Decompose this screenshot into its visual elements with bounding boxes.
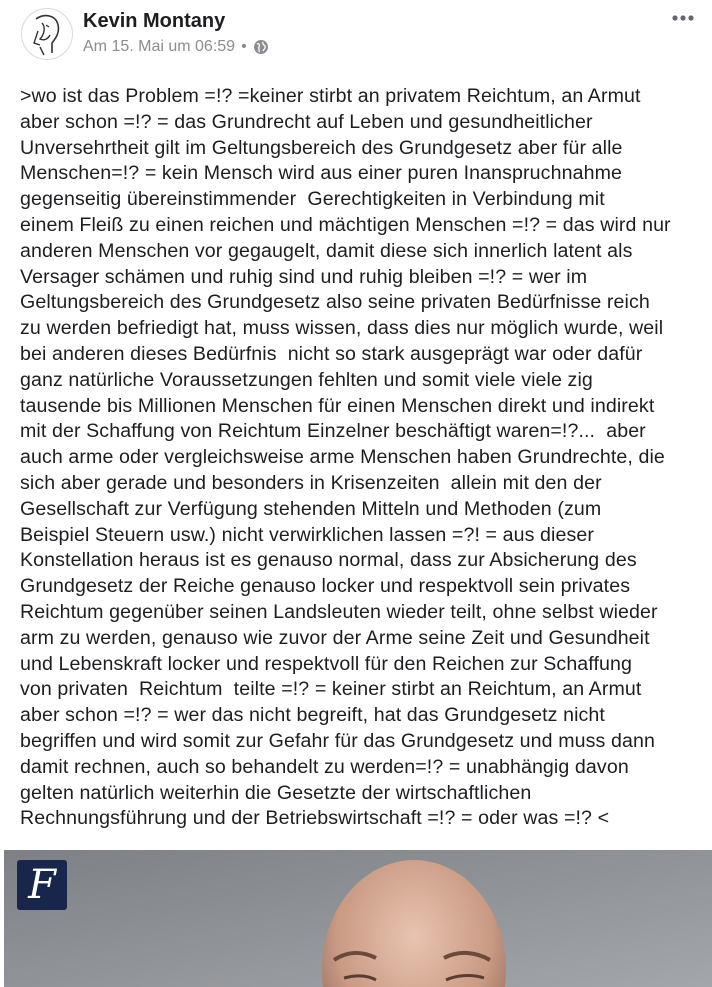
post-text-line: aber schon =!? = wer das nicht begreift, hat das Grundgesetz nicht xyxy=(20,704,605,727)
avatar[interactable] xyxy=(21,8,73,60)
post-text-line: einem Fleiß zu einen reichen und mächtigen Menschen =!? = das wird nur xyxy=(20,213,671,236)
post-text-line: mit der Schaffung von Reichtum Einzelner beschäftigt waren=!?... aber xyxy=(20,420,646,443)
post-text-line: Reichtum gegenüber seinen Landsleuten wieder teilt, ohne selbst wieder xyxy=(20,600,658,623)
post-text-line: auch arme oder vergleichsweise arme Menschen haben Grundrechte, die xyxy=(20,446,665,469)
post-text-line: Versager schämen und ruhig sind und ruhig bleiben =!? = wer im xyxy=(20,265,588,288)
post-header xyxy=(0,0,712,75)
post-text-line: ganz natürliche Voraussetzungen fehlten und somit viele viele zig xyxy=(20,368,593,391)
post-text-line: Unversehrtheit gilt im Geltungsbereich des Grundgesetz aber für alle xyxy=(20,136,623,159)
post-text-line: Geltungsbereich des Grundgesetz also seine privaten Bedürfnisse reich xyxy=(20,291,650,314)
post-text-line: Grundgesetz der Reiche genauso locker und respektvoll sein privates xyxy=(20,575,631,598)
post-text-line: bei anderen dieses Bedürfnis nicht so stark ausgeprägt war oder dafür xyxy=(20,342,643,365)
post-text-line: aber schon =!? = das Grundrecht auf Leben und gesundheitlicher xyxy=(20,110,593,133)
post-text-line: damit rechnen, auch so behandelt zu werden=!? = unabhängig davon xyxy=(20,755,629,778)
globe-icon[interactable] xyxy=(253,39,269,55)
person-photo-illustration xyxy=(4,850,712,987)
post-text-line: anderen Menschen vor gegaugelt, damit diese sich innerlich latent als xyxy=(20,239,633,262)
post-text-line: zu werden befriedigt hat, muss wissen, dass dies nur möglich wurde, weil xyxy=(20,317,664,340)
author-name[interactable]: Kevin Montany xyxy=(83,10,226,32)
post-image[interactable] xyxy=(0,850,712,987)
post-text-line: gegenseitig übereinstimmender Gerechtigkeiten in Verbindung mit xyxy=(20,188,605,211)
avatar-sketch-icon xyxy=(22,9,72,59)
post-text-line: gelten natürlich weiterhin die Gesetzte der wirtschaftlichen xyxy=(20,781,532,804)
post-text-line: Beispiel Steuern usw.) nicht verwirklichen lassen =?! = aus dieser xyxy=(20,523,595,546)
post-timestamp[interactable]: Am 15. Mai um 06:59 xyxy=(83,38,236,55)
post-text-line: arm zu werden, genauso wie zuvor der Arme seine Zeit und Gesundheit xyxy=(20,626,650,649)
more-options-button[interactable] xyxy=(668,6,698,30)
post-meta xyxy=(83,38,269,56)
post-text-line: sich aber gerade und besonders in Krisenzeiten allein mit den der xyxy=(20,471,602,494)
post-text-line: von privaten Reichtum teilte =!? = keiner stirbt an Reichtum, an Armut xyxy=(20,678,642,701)
photo-background xyxy=(4,850,712,987)
post-text-line: und Lebenskraft locker und respektvoll für den Reichen zur Schaffung xyxy=(20,652,633,675)
meta-separator: • xyxy=(241,38,247,55)
post-text-line: Konstellation heraus ist es genauso normal, dass zur Absicherung des xyxy=(20,549,637,572)
post-text-line: begriffen und wird somit zur Gefahr für das Grundgesetz und muss dann xyxy=(20,729,655,752)
post-text-line: Gesellschaft zur Verfügung stehenden Mitteln und Methoden (zum xyxy=(20,497,602,520)
post-text-line: Rechnungsführung und der Betriebswirtschaft =!? = oder was =!? < xyxy=(20,807,610,830)
post-text-line: tausende bis Millionen Menschen für einen Menschen direkt und indirekt xyxy=(20,394,655,417)
publisher-logo[interactable]: F xyxy=(17,860,67,910)
post-body-text xyxy=(20,84,710,832)
post-text-line: Menschen=!? = kein Mensch wird aus einer puren Inanspruchnahme xyxy=(20,162,622,185)
post-text-line: >wo ist das Problem =!? =keiner stirbt an privatem Reichtum, an Armut xyxy=(20,85,641,107)
more-dots-icon xyxy=(671,14,695,22)
